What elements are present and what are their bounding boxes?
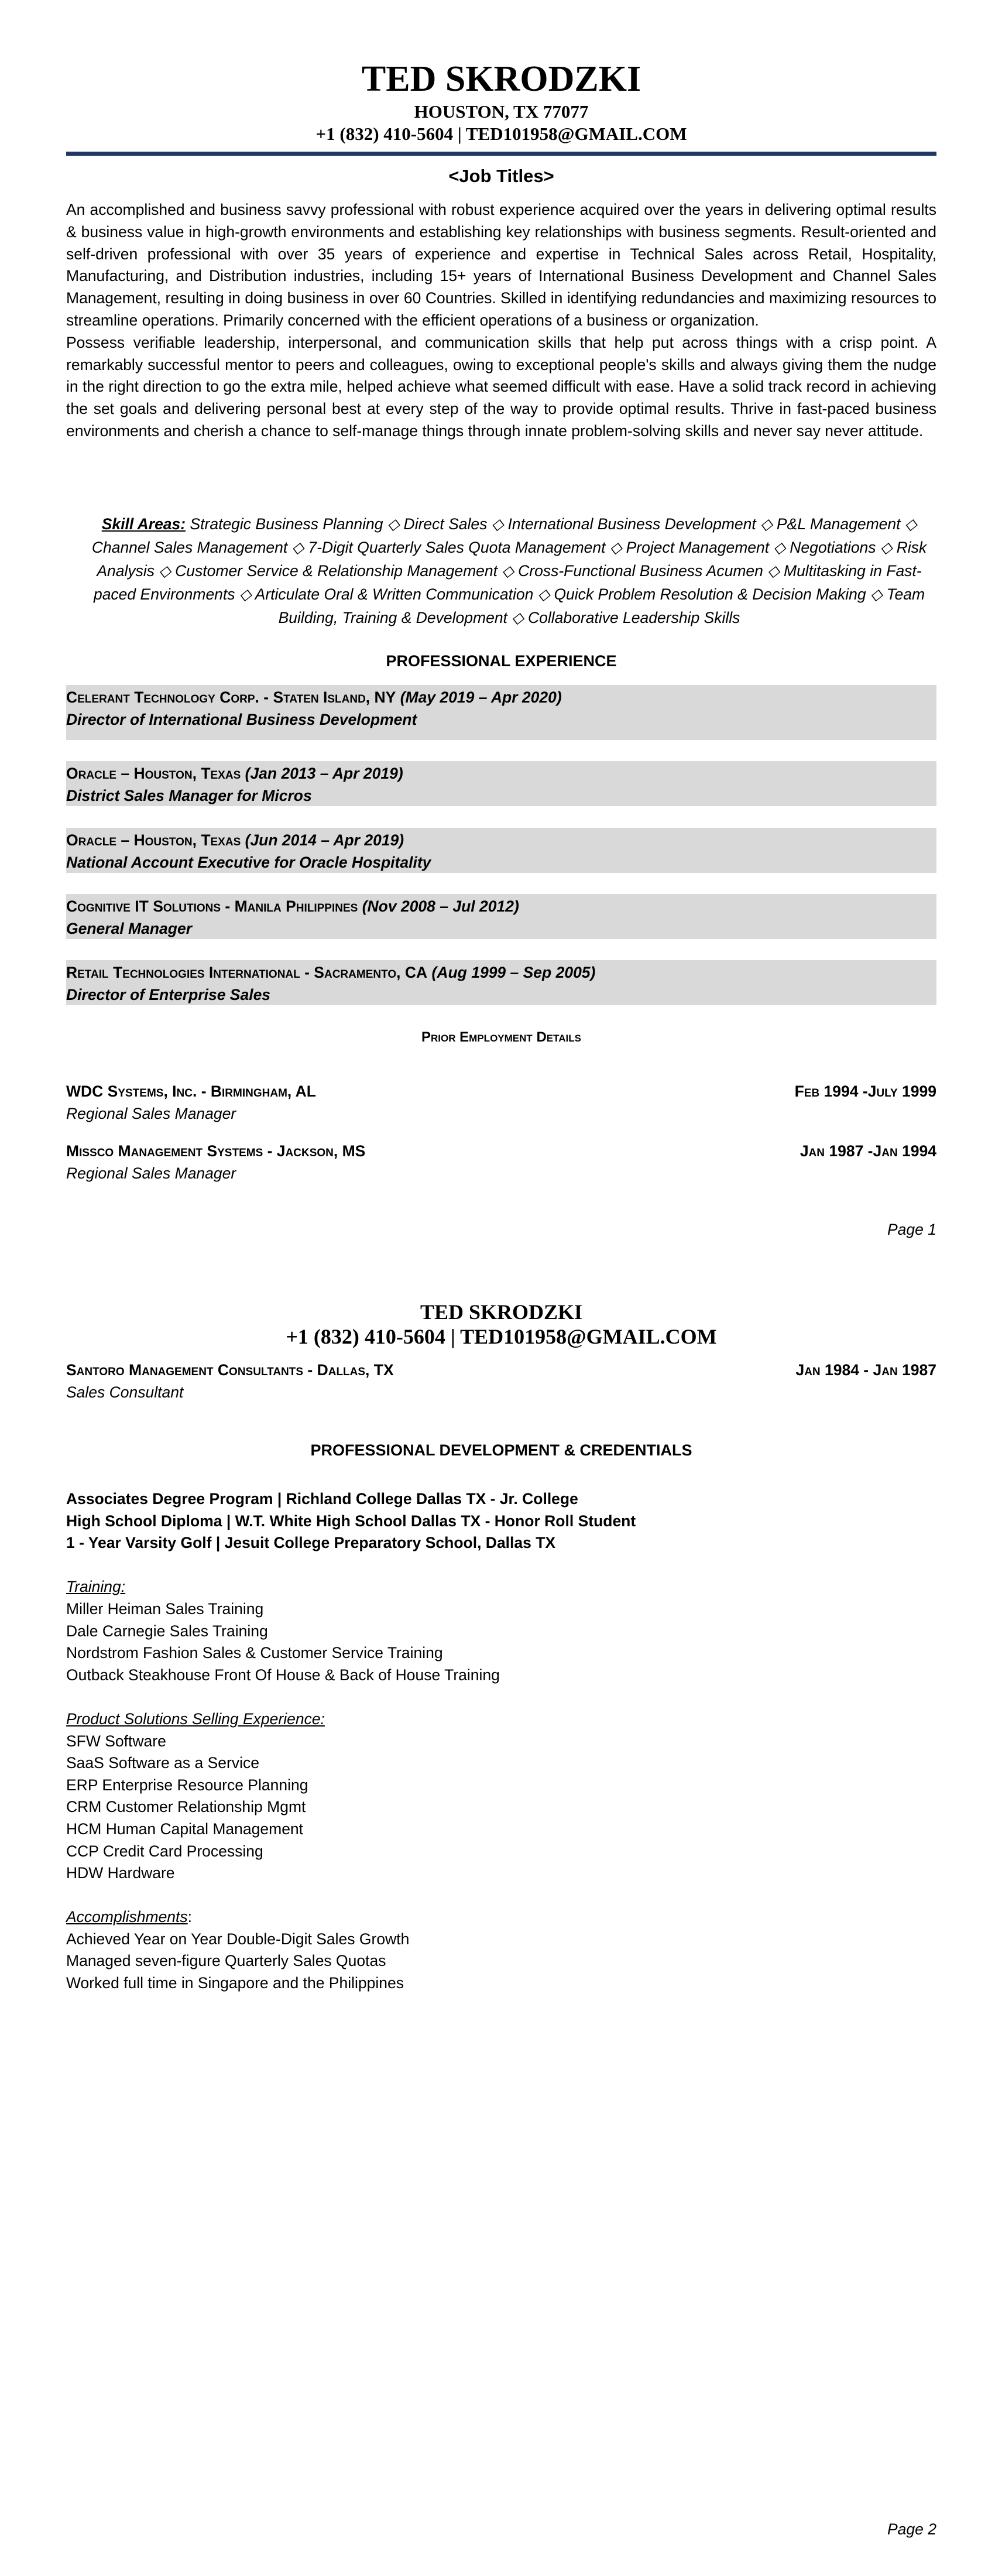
product-item: HCM Human Capital Management <box>66 1820 304 1838</box>
job-dates: (Jan 2013 – Apr 2019) <box>245 765 403 782</box>
job-dates: (May 2019 – Apr 2020) <box>400 688 562 706</box>
professional-experience-heading: PROFESSIONAL EXPERIENCE <box>386 652 617 670</box>
product-item: SFW Software <box>66 1732 166 1750</box>
prior-job-entry <box>66 1140 936 1184</box>
accomplishment-item: Achieved Year on Year Double-Digit Sales Growth <box>66 1930 410 1948</box>
job-dates: Jan 1984 - Jan 1987 <box>795 1361 936 1379</box>
credentials-heading: PROFESSIONAL DEVELOPMENT & CREDENTIALS <box>310 1441 692 1459</box>
job-dates: (Nov 2008 – Jul 2012) <box>362 898 519 915</box>
job-company: Missco Management Systems - Jackson, MS <box>66 1142 366 1160</box>
job-company: Cognitive IT Solutions - Manila Philippines <box>66 898 358 915</box>
job-role: Director of International Business Development <box>66 711 417 728</box>
job-entry <box>66 761 936 806</box>
prior-employment-heading: Prior Employment Details <box>421 1029 581 1045</box>
education-item: Associates Degree Program | Richland College Dallas TX - Jr. College <box>66 1490 578 1508</box>
training-item: Outback Steakhouse Front Of House & Back of House Training <box>66 1666 500 1684</box>
job-titles-heading: <Job Titles> <box>448 166 554 186</box>
contact-line: +1 (832) 410-5604 | TED101958@GMAIL.COM <box>315 124 687 144</box>
skill-areas <box>82 512 936 629</box>
page-number: Page 1 <box>887 1221 936 1238</box>
job-company: Retail Technologies International - Sacramento, CA <box>66 964 428 981</box>
job-role: Regional Sales Manager <box>66 1105 236 1122</box>
job-company: WDC Systems, Inc. - Birmingham, AL <box>66 1083 316 1100</box>
accomplishments-colon: : <box>187 1908 193 1926</box>
product-item: CCP Credit Card Processing <box>66 1842 263 1860</box>
header-divider <box>66 152 936 156</box>
accomplishment-item: Managed seven-figure Quarterly Sales Quotas <box>66 1952 386 1970</box>
page2-contact: +1 (832) 410-5604 | TED101958@GMAIL.COM <box>286 1325 717 1348</box>
training-item: Dale Carnegie Sales Training <box>66 1622 268 1640</box>
summary <box>66 199 936 443</box>
job-dates: (Jun 2014 – Apr 2019) <box>245 831 404 849</box>
job-dates: Feb 1994 -July 1999 <box>794 1083 936 1100</box>
product-item: ERP Enterprise Resource Planning <box>66 1776 308 1794</box>
job-role: National Account Executive for Oracle Hospitality <box>66 854 431 871</box>
credentials-list <box>66 1488 936 1995</box>
training-label: Training: <box>66 1578 126 1596</box>
job-dates: Jan 1987 -Jan 1994 <box>800 1142 936 1160</box>
skill-areas-list: Strategic Business Planning ◇ Direct Sales ◇ International Business Development ◇ P&L Management ◇ Channel Sales Management ◇ 7-Digit Quarterly Sales Quota Management ◇ Project Management ◇ Negotiations ◇ Risk Analysis ◇ Customer Service & Relationship Management ◇ Cross-Functional Business Acumen ◇ Multitasking in Fast-paced Environments ◇ Articulate Oral & Written Communication ◇ Quick Problem Resolution & Decision Making ◇ Team Building, Training & Development ◇ Collaborative Leadership Skills <box>91 515 927 626</box>
job-entry <box>66 828 936 873</box>
prior-job-entry <box>66 1359 936 1403</box>
resume-name: TED SKRODZKI <box>361 59 641 99</box>
product-item: SaaS Software as a Service <box>66 1754 259 1772</box>
job-entry <box>66 685 936 740</box>
job-company: Celerant Technology Corp. - Staten Island, NY <box>66 688 396 706</box>
job-entry <box>66 960 936 1005</box>
job-role: Regional Sales Manager <box>66 1164 236 1182</box>
accomplishments-label: Accomplishments <box>66 1908 188 1926</box>
product-item: CRM Customer Relationship Mgmt <box>66 1798 306 1816</box>
prior-job-entry <box>66 1080 936 1125</box>
job-role: District Sales Manager for Micros <box>66 787 312 804</box>
summary-paragraph: An accomplished and business savvy professional with robust experience acquired over the years in delivering optimal results & business value in high-growth environments and establishing key relationships with business segments. Result-oriented and self-driven professional with over 35 years of experience and expertise in Technical Sales across Retail, Hospitality, Manufacturing, and Distribution industries, including 15+ years of International Business Development and Channel Sales Management, resulting in doing business in over 60 Countries. Skilled in identifying redundancies and maximizing resources to streamline operations. Primarily concerned with the efficient operations of a business or organization. <box>66 201 936 329</box>
job-company: Santoro Management Consultants - Dallas, TX <box>66 1361 394 1379</box>
job-dates: (Aug 1999 – Sep 2005) <box>431 964 596 981</box>
location: HOUSTON, TX 77077 <box>414 101 589 122</box>
training-item: Miller Heiman Sales Training <box>66 1599 264 1618</box>
job-role: General Manager <box>66 920 193 937</box>
skill-areas-label: Skill Areas: <box>101 515 186 533</box>
job-entry <box>66 894 936 939</box>
product-item: HDW Hardware <box>66 1864 175 1882</box>
training-item: Nordstrom Fashion Sales & Customer Service Training <box>66 1644 443 1662</box>
summary-paragraph: Possess verifiable leadership, interpersonal, and communication skills that help put across things with a crisp point. A remarkably successful mentor to peers and colleagues, owing to exceptional people's skills and always giving them the nudge in the right direction to go the extra mile, helped achieve what seemed difficult with ease. Have a solid track record in achieving the set goals and delivering personal best at every step of the way to provide optimal results. Thrive in fast-paced business environments and cherish a chance to self-manage things through innate problem-solving skills and never say never attitude. <box>66 333 936 440</box>
education-item: High School Diploma | W.T. White High School Dallas TX - Honor Roll Student <box>66 1512 636 1530</box>
education-item: 1 - Year Varsity Golf | Jesuit College Preparatory School, Dallas TX <box>66 1534 556 1552</box>
product-label: Product Solutions Selling Experience: <box>66 1710 325 1728</box>
page2-name: TED SKRODZKI <box>420 1300 583 1324</box>
page-number: Page 2 <box>887 2520 936 2538</box>
job-company: Oracle – Houston, Texas <box>66 831 245 849</box>
job-role: Sales Consultant <box>66 1383 184 1401</box>
job-company: Oracle – Houston, Texas <box>66 765 245 782</box>
accomplishment-item: Worked full time in Singapore and the Philippines <box>66 1974 404 1992</box>
job-role: Director of Enterprise Sales <box>66 986 271 1003</box>
